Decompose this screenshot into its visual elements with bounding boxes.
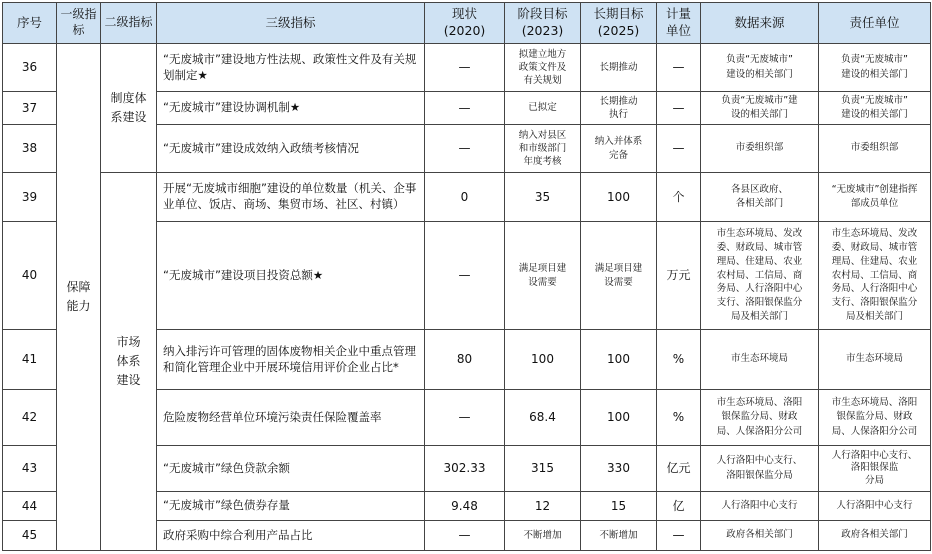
target-2025-cell: 不断增加	[581, 521, 657, 551]
unit-cell: —	[657, 125, 701, 173]
indicator-cell: “无废城市”建设协调机制★	[157, 92, 425, 125]
level2-cell-market: 市场 体系 建设	[101, 173, 157, 551]
target-2025-cell: 330	[581, 446, 657, 492]
indicator-cell: “无废城市”绿色贷款余额	[157, 446, 425, 492]
target-2025-cell: 满足项目建 设需要	[581, 222, 657, 330]
target-2025-cell: 100	[581, 330, 657, 390]
target-2023-cell: 不断增加	[505, 521, 581, 551]
target-2023-cell: 已拟定	[505, 92, 581, 125]
indicator-table	[2, 2, 931, 551]
unit-cell: —	[657, 521, 701, 551]
current-cell: —	[425, 521, 505, 551]
row-number: 40	[3, 222, 57, 330]
header-level2: 二级指标	[101, 3, 157, 44]
header-no: 序号	[3, 3, 57, 44]
source-cell: 负责“无废城市”建 设的相关部门	[701, 92, 819, 125]
target-2025-cell: 15	[581, 492, 657, 521]
header-level3: 三级指标	[157, 3, 425, 44]
unit-cell: —	[657, 92, 701, 125]
row-number: 44	[3, 492, 57, 521]
current-cell: —	[425, 390, 505, 446]
row-number: 45	[3, 521, 57, 551]
target-2025-cell: 100	[581, 173, 657, 222]
header-row	[3, 3, 931, 44]
header-unit: 计量 单位	[657, 3, 701, 44]
owner-cell: 市生态环境局	[819, 330, 931, 390]
row-number: 39	[3, 173, 57, 222]
target-2023-cell: 68.4	[505, 390, 581, 446]
row-number: 37	[3, 92, 57, 125]
header-source: 数据来源	[701, 3, 819, 44]
header-target-2023: 阶段目标 (2023)	[505, 3, 581, 44]
unit-cell: 亿	[657, 492, 701, 521]
current-cell: —	[425, 92, 505, 125]
header-target-2025: 长期目标 (2025)	[581, 3, 657, 44]
current-cell: —	[425, 222, 505, 330]
unit-cell: %	[657, 330, 701, 390]
source-cell: 负责“无废城市” 建设的相关部门	[701, 44, 819, 92]
owner-cell: 市生态环境局、洛阳 银保监分局、财政 局、人保洛阳分公司	[819, 390, 931, 446]
indicator-cell: 危险废物经营单位环境污染责任保险覆盖率	[157, 390, 425, 446]
owner-cell: 市生态环境局、发改 委、财政局、城市管 理局、住建局、农业 农村局、工信局、商 务局、人行洛阳中心 支行、洛阳银保监分 局及相关部门	[819, 222, 931, 330]
header-level1: 一级指标	[57, 3, 101, 44]
owner-cell: “无废城市”创建指挥 部成员单位	[819, 173, 931, 222]
owner-cell: 人行洛阳中心支行、 洛阳银保监 分局	[819, 446, 931, 492]
indicator-cell: “无废城市”建设项目投资总额★	[157, 222, 425, 330]
row-number: 36	[3, 44, 57, 92]
table-row	[3, 44, 931, 92]
current-cell: —	[425, 125, 505, 173]
indicator-cell: “无废城市”绿色债券存量	[157, 492, 425, 521]
indicator-cell: 纳入排污许可管理的固体废物相关企业中重点管理和简化管理企业中开展环境信用评价企业占比*	[157, 330, 425, 390]
table-row	[3, 173, 931, 222]
target-2025-cell: 长期推动 执行	[581, 92, 657, 125]
level1-cell: 保障 能力	[57, 44, 101, 551]
level2-cell-institutional: 制度体 系建设	[101, 44, 157, 173]
target-2023-cell: 35	[505, 173, 581, 222]
target-2023-cell: 100	[505, 330, 581, 390]
target-2023-cell: 满足项目建 设需要	[505, 222, 581, 330]
owner-cell: 负责“无废城市” 建设的相关部门	[819, 92, 931, 125]
target-2023-cell: 12	[505, 492, 581, 521]
target-2023-cell: 315	[505, 446, 581, 492]
current-cell: —	[425, 44, 505, 92]
indicator-cell: “无废城市”建设地方性法规、政策性文件及有关规划制定★	[157, 44, 425, 92]
unit-cell: 万元	[657, 222, 701, 330]
owner-cell: 人行洛阳中心支行	[819, 492, 931, 521]
source-cell: 人行洛阳中心支行、 洛阳银保监分局	[701, 446, 819, 492]
row-number: 43	[3, 446, 57, 492]
header-current: 现状 (2020)	[425, 3, 505, 44]
row-number: 42	[3, 390, 57, 446]
target-2023-cell: 拟建立地方 政策文件及 有关规划	[505, 44, 581, 92]
target-2025-cell: 长期推动	[581, 44, 657, 92]
target-2025-cell: 纳入并体系 完备	[581, 125, 657, 173]
row-number: 38	[3, 125, 57, 173]
unit-cell: 个	[657, 173, 701, 222]
indicator-cell: “无废城市”建设成效纳入政绩考核情况	[157, 125, 425, 173]
target-2023-cell: 纳入对县区 和市级部门 年度考核	[505, 125, 581, 173]
current-cell: 9.48	[425, 492, 505, 521]
source-cell: 人行洛阳中心支行	[701, 492, 819, 521]
unit-cell: %	[657, 390, 701, 446]
source-cell: 市生态环境局	[701, 330, 819, 390]
owner-cell: 政府各相关部门	[819, 521, 931, 551]
unit-cell: —	[657, 44, 701, 92]
source-cell: 市生态环境局、洛阳 银保监分局、财政 局、人保洛阳分公司	[701, 390, 819, 446]
source-cell: 市生态环境局、发改 委、财政局、城市管 理局、住建局、农业 农村局、工信局、商 务局、人行洛阳中心 支行、洛阳银保监分 局及相关部门	[701, 222, 819, 330]
indicator-cell: 开展“无废城市细胞”建设的单位数量（机关、企事业单位、饭店、商场、集贸市场、社区、村镇）	[157, 173, 425, 222]
current-cell: 80	[425, 330, 505, 390]
header-owner: 责任单位	[819, 3, 931, 44]
owner-cell: 市委组织部	[819, 125, 931, 173]
source-cell: 市委组织部	[701, 125, 819, 173]
target-2025-cell: 100	[581, 390, 657, 446]
current-cell: 0	[425, 173, 505, 222]
current-cell: 302.33	[425, 446, 505, 492]
source-cell: 政府各相关部门	[701, 521, 819, 551]
owner-cell: 负责“无废城市” 建设的相关部门	[819, 44, 931, 92]
source-cell: 各县区政府、 各相关部门	[701, 173, 819, 222]
row-number: 41	[3, 330, 57, 390]
unit-cell: 亿元	[657, 446, 701, 492]
indicator-cell: 政府采购中综合利用产品占比	[157, 521, 425, 551]
